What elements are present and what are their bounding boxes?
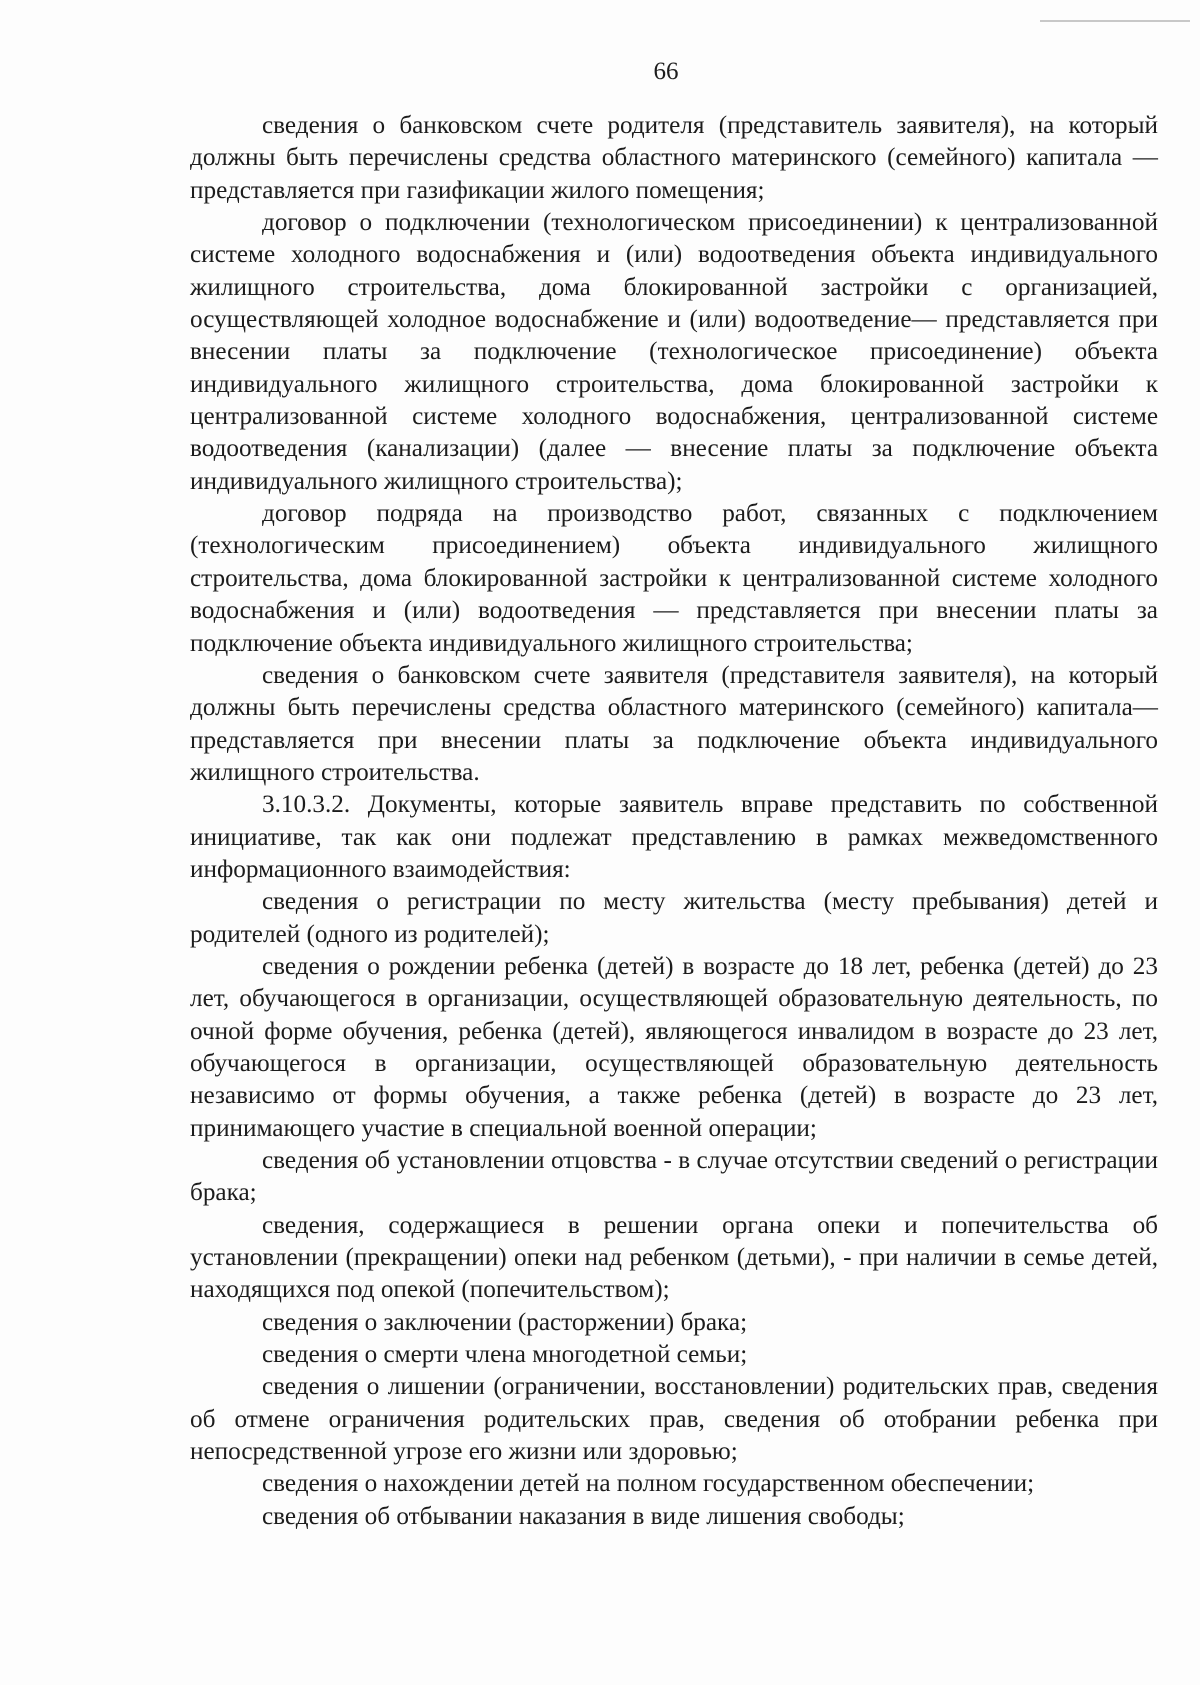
document-body	[190, 110, 1158, 1533]
paragraph: сведения об отбывании наказания в виде лишения свободы;	[262, 1502, 905, 1530]
paragraph: сведения о нахождении детей на полном государственном обеспечении;	[262, 1470, 1035, 1498]
paragraph: сведения о рождении ребенка (детей) в возрасте до 18 лет, ребенка (детей) до 23 лет, обучающегося в организации, осуществляющей образовательную деятельность, по очной форме обучения, ребенка (детей), являющегося инвалидом в возрасте до 23 лет, обучающегося в организации, осуществляющей образовательную деятельность независимо от формы обучения, а также ребенка (детей) в возрасте до 23 лет, принимающего участие в специальной военной операции;	[190, 952, 1158, 1142]
paragraph: сведения о заключении (расторжении) брака;	[262, 1308, 748, 1336]
page-number: 66	[653, 58, 679, 85]
paragraph: договор подряда на производство работ, связанных с подключением (технологическим присоединением) объекта индивидуального жилищного строительства, дома блокированной застройки к централизованной системе холодного водоснабжения и (или) водоотведения — представляется при внесении платы за подключение объекта индивидуального жилищного строительства;	[190, 500, 1158, 657]
paragraph: сведения о банковском счете заявителя (представителя заявителя), на который должны быть перечислены средства областного материнского (семейного) капитала— представляется при внесении платы за подключение объекта индивидуального жилищного строительства.	[190, 661, 1158, 786]
paragraph: сведения о смерти члена многодетной семьи;	[262, 1341, 748, 1369]
paragraph: сведения о лишении (ограничении, восстановлении) родительских прав, сведения об отмене ограничения родительских прав, сведения об отобрании ребенка при непосредственной угрозе его жизни или здоровью;	[190, 1373, 1158, 1466]
paragraph-section-3-10-3-2: 3.10.3.2. Документы, которые заявитель вправе представить по собственной инициативе, так как они подлежат представлению в рамках межведомственного информационного взаимодействия:	[190, 791, 1158, 883]
paragraph: сведения о регистрации по месту жительства (месту пребывания) детей и родителей (одного из родителей);	[190, 888, 1158, 948]
paragraph: сведения, содержащиеся в решении органа опеки и попечительства об установлении (прекращении) опеки над ребенком (детьми), - при наличии в семье детей, находящихся под опекой (попечительством);	[190, 1211, 1158, 1304]
paragraph: сведения о банковском счете родителя (представитель заявителя), на который должны быть перечислены средства областного материнского (семейного) капитала — представляется при газификации жилого помещения;	[190, 112, 1158, 204]
paragraph: договор о подключении (технологическом присоединении) к централизованной системе холодного водоснабжения и (или) водоотведения объекта индивидуального жилищного строительства, дома блокированной застройки с организацией, осуществляющей холодное водоснабжение и (или) водоотведение— представляется при внесении платы за подключение (технологическое присоединение) объекта индивидуального жилищного строительства, дома блокированной застройки к централизованной системе холодного водоснабжения, централизованной системе водоотведения (канализации) (далее — внесение платы за подключение объекта индивидуального жилищного строительства);	[190, 209, 1158, 495]
paragraph: сведения об установлении отцовства - в случае отсутствии сведений о регистрации брака;	[190, 1147, 1158, 1207]
scan-edge-line	[1040, 20, 1190, 22]
